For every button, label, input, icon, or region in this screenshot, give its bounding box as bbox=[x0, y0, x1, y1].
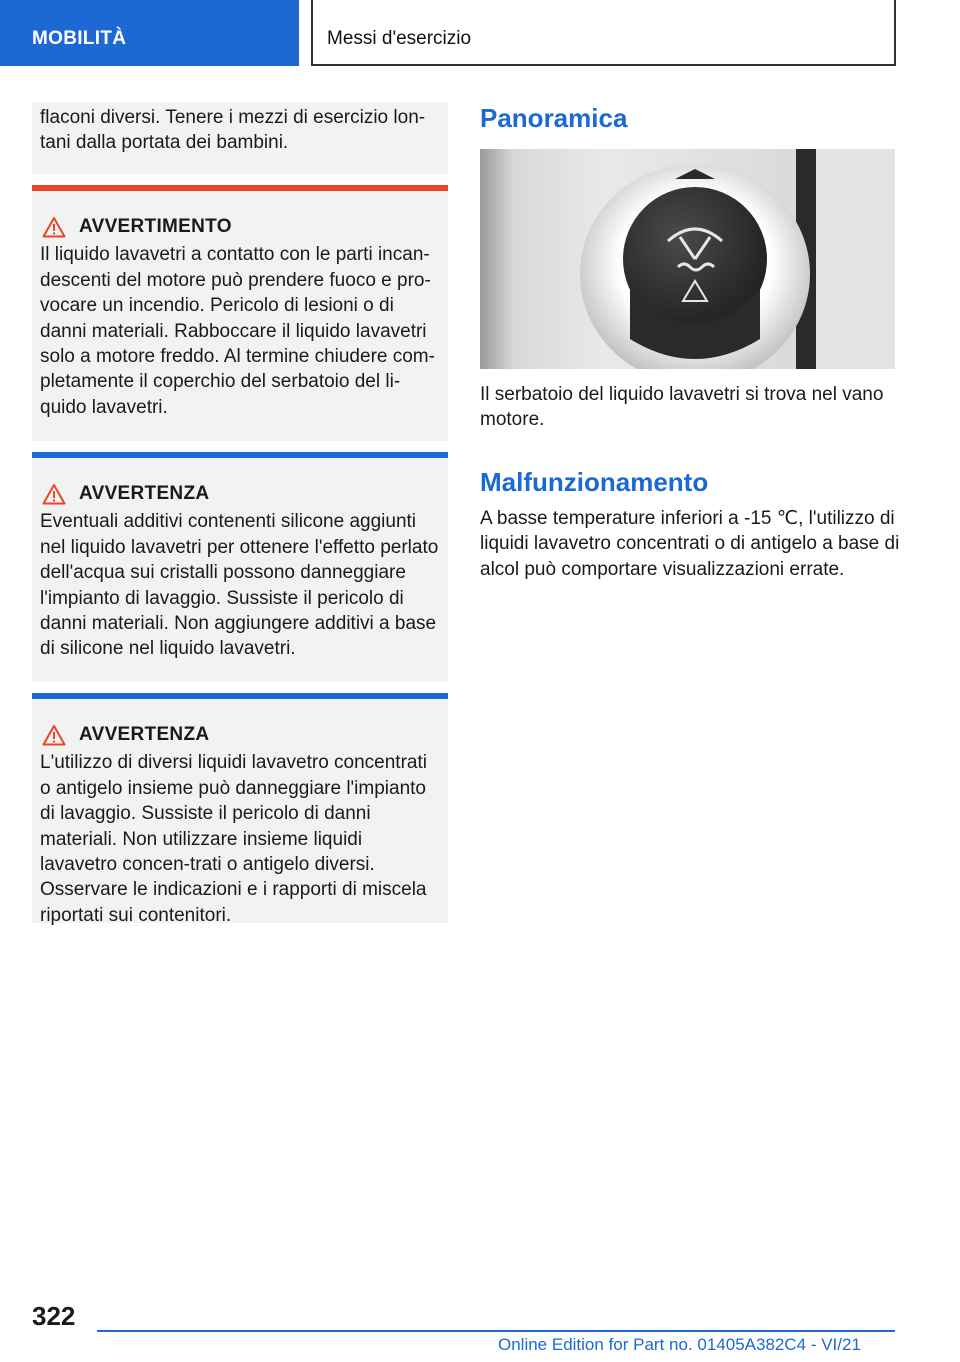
overview-heading: Panoramica bbox=[480, 103, 628, 133]
notice-bar bbox=[32, 693, 448, 699]
notice-text: Eventuali additivi contenenti silicone aggiunti nel liquido lavavetri per ottenere l'effetto perlato dell'acqua sui cristalli possono danneggiare l'impianto di lavaggio. Sussiste il pericolo di danni materiali. Non aggiungere additivi a base di silicone nel liquido lavavetri. bbox=[40, 511, 439, 660]
header-chapter-tab bbox=[311, 0, 896, 66]
warning-triangle-icon bbox=[42, 483, 66, 505]
notice-text: L'utilizzo di diversi liquidi lavavetro concentrati o antigelo insieme può danneggiare l'impianto di lavaggio. Sussiste il pericolo di danni materiali. Non utilizzare insieme liquidi lavavetro concen‐trati o antigelo diversi. Osservare le indicazioni e i rapporti di miscela riportati sui contenitori. bbox=[40, 752, 427, 926]
malfunction-text: A basse temperature inferiori a -15 ℃, l'utilizzo di liquidi lavavetro concentrati o di antigelo a base di alcol può comportare visualizzazioni errate. bbox=[480, 508, 900, 580]
header-section-tab bbox=[0, 0, 299, 66]
notice-bar bbox=[32, 452, 448, 458]
notice-title: AVVERTENZA bbox=[79, 483, 210, 504]
warning-triangle-icon bbox=[42, 724, 66, 746]
warning-text: Il liquido lavavetri a contatto con le parti incan‐descenti del motore può prendere fuoco e pro‐vocare un incendio. Pericolo di lesioni o di danni materiali. Rabboccare il liquido lavavetri solo a motore freddo. Al termine chiudere com‐pletamente il coperchio del serbatoio del li‐quido lavavetri. bbox=[40, 244, 435, 418]
header-chapter-label: Messi d'esercizio bbox=[327, 28, 472, 49]
warning-triangle-icon bbox=[42, 216, 66, 238]
header-section-label: MOBILITÀ bbox=[32, 28, 127, 49]
warning-box bbox=[32, 185, 448, 441]
page-number: 322 bbox=[32, 1301, 76, 1331]
continued-text-box bbox=[32, 102, 448, 174]
notice-box-2 bbox=[32, 693, 448, 926]
malfunction-heading: Malfunzionamento bbox=[480, 467, 709, 497]
washer-fluid-cap-icon bbox=[480, 149, 895, 369]
notice-title: AVVERTENZA bbox=[79, 724, 210, 745]
footer-divider bbox=[97, 1330, 895, 1332]
warning-title: AVVERTIMENTO bbox=[79, 216, 232, 237]
warning-bar bbox=[32, 185, 448, 191]
notice-box-1 bbox=[32, 452, 448, 682]
overview-text: Il serbatoio del liquido lavavetri si trova nel vano motore. bbox=[480, 384, 884, 431]
edition-text: Online Edition for Part no. 01405A382C4 - VI/21 bbox=[498, 1335, 861, 1354]
continued-text: flaconi diversi. Tenere i mezzi di esercizio lon‐tani dalla portata dei bambini. bbox=[40, 107, 426, 154]
